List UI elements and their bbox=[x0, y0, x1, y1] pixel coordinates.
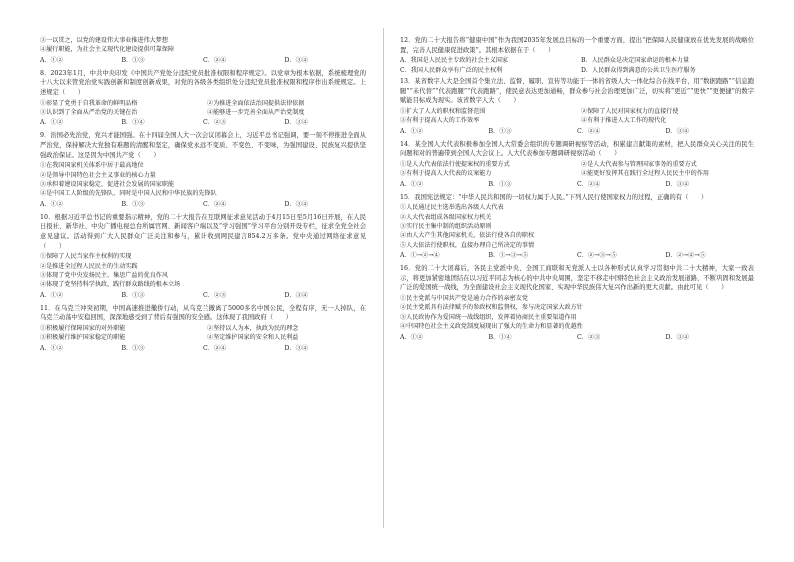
answer-choice[interactable]: D．③④ bbox=[284, 200, 309, 208]
option-item: ⑤人大依法行使职权，直接办理自己所决定的事情 bbox=[400, 241, 535, 249]
answer-choice[interactable]: B．①③ bbox=[121, 344, 145, 352]
answer-choice[interactable]: B．①④ bbox=[488, 333, 512, 341]
question-block bbox=[40, 36, 366, 66]
answer-choice[interactable]: B．①③ bbox=[121, 56, 145, 64]
answer-choice[interactable]: C．②④ bbox=[203, 200, 227, 208]
answer-choice[interactable]: D．③④ bbox=[665, 127, 690, 135]
question-block bbox=[40, 304, 366, 354]
answer-choice[interactable]: A．①② bbox=[400, 333, 424, 341]
option-item: ②坚持以人为本，执政为民的理念 bbox=[207, 325, 299, 332]
option-item: ③有利于提高人大代表的议案能力 bbox=[400, 170, 492, 178]
option-item: ②保障了人民对国家权力的直接行使 bbox=[581, 107, 679, 115]
answer-choice[interactable]: B．①③ bbox=[121, 200, 145, 208]
option-list bbox=[40, 99, 366, 118]
answer-choice[interactable]: C．②④ bbox=[577, 127, 601, 135]
option-item: ③人民政协作为爱国统一战线组织，发挥着协商民主重要渠道作用 bbox=[400, 313, 577, 321]
option-item: ③认识到了全面从严治党的关键在治 bbox=[40, 109, 138, 116]
option-item: ④履行职能，为社会主义现代化建设提供可靠保障 bbox=[40, 46, 175, 54]
option-item: ①是人大代表依法行使提案权的重要方式 bbox=[400, 160, 510, 168]
answer-choice[interactable]: C．②④ bbox=[203, 56, 227, 64]
option-item: ①积极履行保障国家的对外职能 bbox=[40, 325, 126, 332]
right-column bbox=[400, 36, 754, 346]
answer-choice[interactable]: B．①③ bbox=[488, 127, 512, 135]
answer-choice[interactable]: B．①④ bbox=[121, 119, 145, 127]
answer-choice[interactable]: C．②③ bbox=[203, 119, 227, 127]
question-block bbox=[400, 193, 754, 262]
option-item: ④中国特色社会主义政党制度展现出了强大的生命力和显著的优越性 bbox=[400, 323, 583, 331]
answer-choice[interactable]: A．①② bbox=[40, 200, 64, 208]
answer-choice[interactable]: B．①③ bbox=[488, 180, 512, 188]
question-stem: 11．在乌克兰冲突初期，中国高速推进撤侨行动，从乌克兰撤离了5000多名中国公民，全程有序，无一人掉队，在乌克兰动荡中安稳回国，深深地感受到了背后有强国的安全感。这体现了我国政府（ ） bbox=[40, 304, 366, 322]
option-item: A．我国是人民民主专政的社会主义国家 bbox=[400, 57, 508, 65]
answer-choices bbox=[400, 251, 754, 261]
answer-choices bbox=[400, 333, 754, 343]
answer-choice[interactable]: C．②④ bbox=[577, 180, 601, 188]
question-stem: 14．某全国人大代表积极参加全国人大常委会组织的专题调研视察等活动，积累建言献策的素材，把人民群众关心关注的民生问题和对的普遍带到全国人大会议上。人大代表参加专题调研视察活动（ ） bbox=[400, 140, 754, 158]
answer-choice[interactable]: A．①② bbox=[40, 344, 64, 352]
question-block bbox=[40, 131, 366, 209]
question-stem: 15．我国宪法规定：“中华人民共和国的一切权力属于人民。”下列人民行使国家权力的过程，正确的有（ ） bbox=[400, 193, 708, 201]
option-item: ②民主党派具有法律赋予的参政权和监督权，参与决定国家大政方针 bbox=[400, 304, 583, 312]
answer-choice[interactable]: D．③④ bbox=[665, 333, 690, 341]
option-item: ②是领导中国特色社会主义事业的核心力量 bbox=[40, 171, 156, 179]
option-item: ③实行民主集中制的组织活动原则 bbox=[400, 223, 492, 230]
question-stem: 13．某省数字人大是全国首个集立法、监督、履职、宣传等功能于一体的省级人大一体化综合在线平台，用“数据跑路”“信息跑腿”“未代替”“代表跑腿”“代表跑路”，使民意表达更加通畅，群众参与社会治理更加广泛，切实将“更近”“更快”“更便捷”的数字赋能目标成为现实。该省数字人大（ ） bbox=[400, 78, 754, 105]
option-list bbox=[400, 160, 754, 179]
answer-choice[interactable]: C．②③ bbox=[203, 291, 227, 299]
question-block bbox=[400, 264, 754, 342]
question-block bbox=[40, 69, 366, 129]
question-block bbox=[40, 213, 366, 301]
answer-choice[interactable]: D．③④ bbox=[284, 56, 309, 64]
option-item: ②是人大代表参与管理国家事务的重要方式 bbox=[581, 160, 697, 168]
option-item: ①扩大了人大的职权和监督范围 bbox=[400, 107, 486, 115]
answer-choice[interactable]: D．③④ bbox=[665, 180, 690, 188]
column-divider bbox=[383, 28, 384, 528]
answer-choices bbox=[40, 200, 366, 210]
answer-choice[interactable]: D．②→④→⑤ bbox=[665, 252, 706, 260]
option-item: ④能更好发挥其在践行全过程人民民主中的作用 bbox=[581, 170, 709, 178]
option-item: ④有利于推进人大工作的现代化 bbox=[581, 117, 667, 125]
answer-choices bbox=[400, 180, 754, 190]
answer-choice[interactable]: C．②→③→⑤ bbox=[577, 252, 617, 260]
question-stem: 12．党的二十大报告将“健康中国”作为我国2035年发展总目标的一个重要方面，提出“把保障人民健康放在优先发展的战略位置，完善人民健康促进政策”。其根本依据在于（ ） bbox=[400, 37, 754, 54]
answer-choice[interactable]: A．①② bbox=[40, 56, 64, 64]
answer-choice[interactable]: A．①→②→④ bbox=[400, 252, 440, 260]
answer-choice[interactable]: A．①② bbox=[40, 119, 64, 127]
answer-choice[interactable]: D．③④ bbox=[284, 119, 309, 127]
option-list bbox=[40, 36, 366, 55]
option-item: ①彰显了党勇于自我革命的鲜明品格 bbox=[40, 99, 138, 107]
option-item: ③体现了党中央发扬民主、集思广益的优良作风 bbox=[40, 272, 168, 279]
option-list bbox=[40, 252, 366, 290]
left-column bbox=[40, 36, 366, 357]
option-item: ②人大代表组成各级国家权力机关 bbox=[400, 213, 492, 221]
answer-choice[interactable]: C．②④ bbox=[203, 344, 227, 352]
option-list bbox=[400, 56, 754, 75]
answer-choice[interactable]: C．②③ bbox=[577, 333, 601, 341]
answer-choice[interactable]: D．③④ bbox=[284, 344, 309, 352]
answer-choices bbox=[40, 118, 366, 128]
question-block bbox=[400, 140, 754, 190]
option-item: ③承担着建设国家稳定、促进社会发展的国家职能 bbox=[40, 181, 175, 188]
option-item: ①在我国国家机关体系中居于最高地位 bbox=[40, 162, 144, 170]
question-stem: 9．治国必先治党，党兴才能国强。在十四届全国人大一次会议闭幕会上，习近平总书记强调，要一刻不停推进全面从严治党，保持解决大党独有难题的清醒和坚定，确保党永远不变质、不变色、不变味，为强国建设、民族复兴提供坚强政治保证。这是因为中国共产党（ ） bbox=[40, 132, 366, 159]
option-item: ③积极履行维护国家稳定的职能 bbox=[40, 334, 126, 342]
option-list bbox=[400, 203, 754, 250]
option-item: ①民主党派与中国共产党是通力合作的亲密友党 bbox=[400, 295, 528, 302]
option-item: ①保障了人民当家作主权利的实现 bbox=[40, 253, 132, 261]
question-stem: 10．根据习近平总书记的重要指示精神，党的二十大报告在互联网征求意见活动于4月15日至5月16日开展，在人民日报社、新华社、中央广播电视总台所属官网、新闻客户端以及“学习强国”学习平台分别开设专栏，征求全党全社会意见建议。活动得到广大人民群众广泛关注和参与，累计收到网民建言854.2万多条。党中央通过网络征求意见（ ） bbox=[40, 213, 366, 250]
option-item: D．人民群众得到满意的公共卫生医疗服务 bbox=[581, 66, 696, 74]
answer-choices bbox=[40, 344, 366, 354]
option-list bbox=[400, 107, 754, 126]
answer-choice[interactable]: A．①② bbox=[400, 127, 424, 135]
answer-choices bbox=[400, 127, 754, 137]
question-block bbox=[400, 36, 754, 75]
option-item: C．我国人民群众享有广泛的民主权利 bbox=[400, 66, 503, 74]
answer-choice[interactable]: A．①② bbox=[400, 180, 424, 188]
answer-choices bbox=[40, 56, 366, 66]
option-item: ④是中国工人阶级的先锋队，同时是中国人民和中华民族的先锋队 bbox=[40, 190, 217, 198]
answer-choice[interactable]: A．①② bbox=[40, 291, 64, 299]
answer-choice[interactable]: D．③④ bbox=[284, 291, 309, 299]
option-item: B．人民群众是决定国家命运的根本力量 bbox=[581, 57, 690, 65]
option-item: ④坚定维护国家的安全和人民利益 bbox=[207, 334, 299, 342]
answer-choice[interactable]: B．①③ bbox=[121, 291, 145, 299]
option-item: ②为推进全面依法治国提供法律依据 bbox=[207, 99, 305, 107]
option-list bbox=[40, 324, 366, 343]
question-block bbox=[400, 77, 754, 137]
option-item: ④由人大产生其他国家机关，依法行使各自的职权 bbox=[400, 232, 535, 240]
option-item: ③有利于提高人大的工作效率 bbox=[400, 117, 480, 125]
option-item: ①人民通过民主选举选出各级人大代表 bbox=[400, 204, 504, 212]
option-item: ④体现了党坚持科学执政，践行群众路线的根本立场 bbox=[40, 281, 181, 289]
question-stem: 8．2023年1月，中共中央印发《中国共产党处分违纪党员批准权限和程序规定》。以党章为根本依据，系统梳理党的十八大以来管党治党实践创新和制度创新成果，对党的各级各类组织处分违纪党员批准权限和程序作出系统规定。上述规定（ ） bbox=[40, 69, 366, 96]
option-item: ③一以贯之，以党的建设伟大事业推进伟大梦想 bbox=[40, 37, 168, 44]
answer-choice[interactable]: B．①→③→⑤ bbox=[488, 252, 529, 260]
option-item: ②是推进全过程人民民主的生动实践 bbox=[40, 262, 138, 270]
option-item: ④能够进一步完善全面从严治党制度 bbox=[207, 109, 305, 116]
answer-choices bbox=[40, 291, 366, 301]
option-list bbox=[40, 161, 366, 199]
question-stem: 16．党的二十大闭幕后，各民主党派中央、全国工商联和无党派人士以各种形式认真学习贯彻中共二十大精神，大家一致表示，将更加紧密地团结在以习近平同志为核心的中共中央周围，坚定不移走中国特色社会主义政治发展道路，不断巩固和发展最广泛的爱国统一战线，为全面建设社会主义现代化国家、实现中华民族伟大复兴作出新的更大贡献。由此可见（ ） bbox=[400, 265, 754, 292]
option-list bbox=[400, 294, 754, 332]
